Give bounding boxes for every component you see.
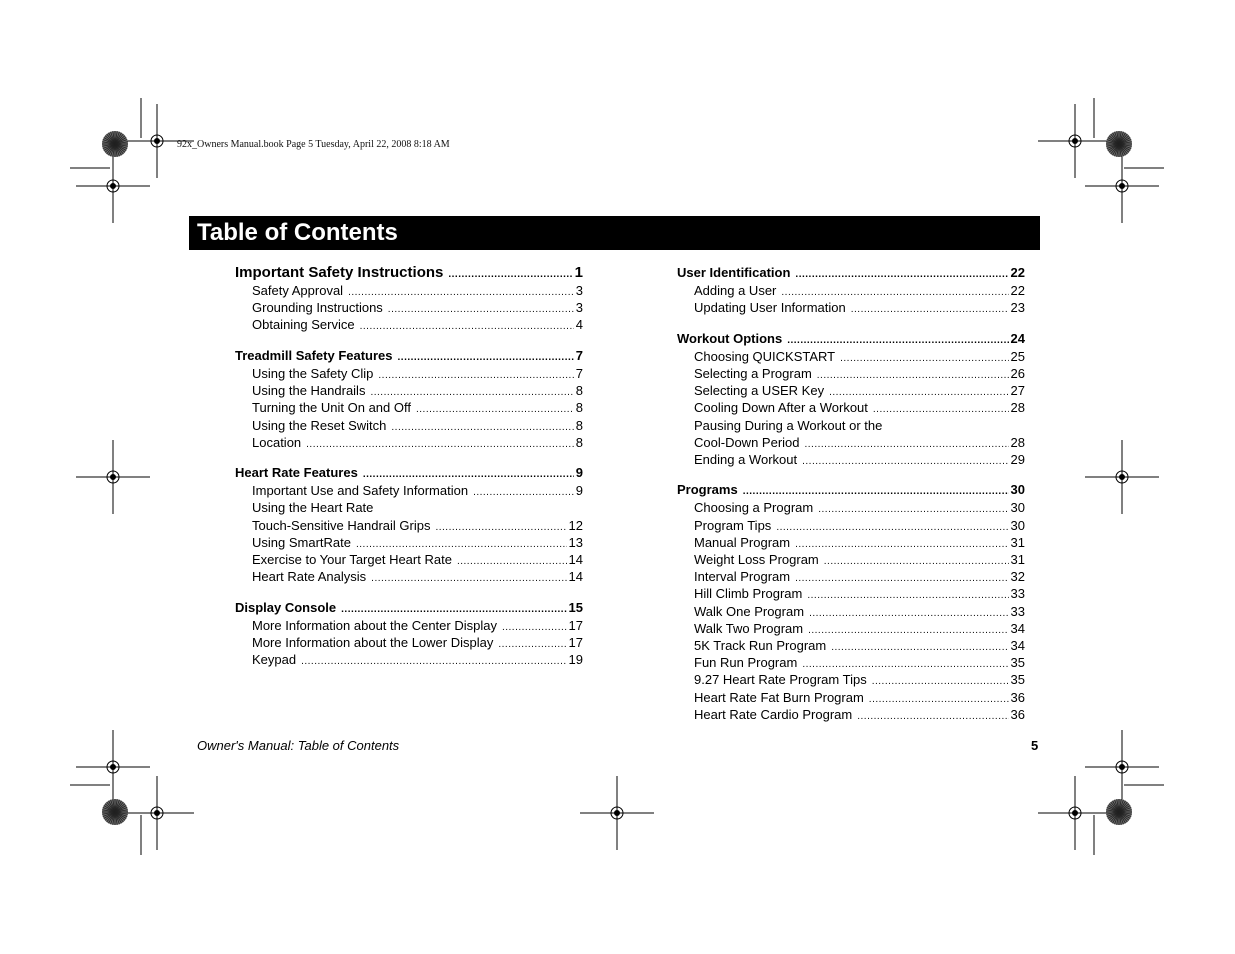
toc-entry[interactable]: Walk Two Program ..... 34 xyxy=(677,620,1025,637)
toc-entry[interactable]: Turning the Unit On and Off ..... 8 xyxy=(235,399,583,416)
registration-mark xyxy=(120,776,194,850)
toc-entry[interactable]: Interval Program ..... 32 xyxy=(677,568,1025,585)
toc-entry[interactable]: Selecting a Program ..... 26 xyxy=(677,365,1025,382)
starburst-mark xyxy=(1106,131,1132,157)
toc-entry[interactable]: Hill Climb Program ..... 33 xyxy=(677,585,1025,602)
toc-section xyxy=(235,346,583,451)
toc-heading[interactable]: Treadmill Safety Features ..... 7 xyxy=(235,346,583,365)
toc-entry[interactable]: Exercise to Your Target Heart Rate ..... 14 xyxy=(235,551,583,568)
toc-entry[interactable]: Using the Safety Clip ..... 7 xyxy=(235,365,583,382)
toc-entry[interactable]: Selecting a USER Key ..... 27 xyxy=(677,382,1025,399)
registration-mark xyxy=(1085,730,1159,804)
toc-heading[interactable]: Programs ..... 30 xyxy=(677,480,1025,499)
page-number: 5 xyxy=(1031,738,1039,753)
toc-entry[interactable]: Location ..... 8 xyxy=(235,434,583,451)
registration-mark xyxy=(1085,440,1159,514)
toc-entry[interactable]: Using the Handrails ..... 8 xyxy=(235,382,583,399)
title-bar xyxy=(189,216,1040,250)
toc-entry[interactable]: Ending a Workout ..... 29 xyxy=(677,451,1025,468)
toc-entry[interactable]: Cool-Down Period ..... 28 xyxy=(677,434,1025,451)
toc-entry[interactable]: Touch-Sensitive Handrail Grips ..... 12 xyxy=(235,517,583,534)
toc-section xyxy=(235,598,583,669)
toc-section xyxy=(677,263,1025,316)
toc-section xyxy=(235,263,583,334)
toc-entry[interactable]: Using the Heart Rate xyxy=(252,500,374,516)
toc-entry[interactable]: More Information about the Center Display ..... 17 xyxy=(235,617,583,634)
toc-entry[interactable]: Adding a User ..... 22 xyxy=(677,282,1025,299)
toc-entry[interactable]: Using SmartRate ..... 13 xyxy=(235,534,583,551)
registration-mark xyxy=(76,730,150,804)
toc-entry[interactable]: Important Use and Safety Information ..... 9 xyxy=(235,482,583,499)
toc-left-column xyxy=(235,263,583,681)
starburst-mark xyxy=(102,799,128,825)
registration-mark xyxy=(580,776,654,850)
registration-mark xyxy=(76,149,150,223)
toc-entry[interactable]: Program Tips ..... 30 xyxy=(677,517,1025,534)
toc-entry[interactable]: Heart Rate Fat Burn Program ..... 36 xyxy=(677,689,1025,706)
toc-section xyxy=(235,463,583,585)
toc-entry[interactable]: 5K Track Run Program ..... 34 xyxy=(677,637,1025,654)
toc-heading[interactable]: Workout Options ..... 24 xyxy=(677,329,1025,348)
toc-entry[interactable]: Using the Reset Switch ..... 8 xyxy=(235,417,583,434)
toc-entry[interactable]: Keypad ..... 19 xyxy=(235,651,583,668)
toc-entry[interactable]: Walk One Program ..... 33 xyxy=(677,603,1025,620)
toc-entry[interactable]: Heart Rate Cardio Program ..... 36 xyxy=(677,706,1025,723)
toc-entry[interactable]: Updating User Information ..... 23 xyxy=(677,299,1025,316)
file-slug: 92x_Owners Manual.book Page 5 Tuesday, April 22, 2008 8:18 AM xyxy=(177,139,450,150)
toc-right-column xyxy=(677,263,1025,735)
toc-entry[interactable]: Fun Run Program ..... 35 xyxy=(677,654,1025,671)
toc-entry[interactable]: Choosing a Program ..... 30 xyxy=(677,499,1025,516)
toc-section xyxy=(677,329,1025,468)
toc-entry[interactable]: More Information about the Lower Display ..... 17 xyxy=(235,634,583,651)
footer-title: Owner's Manual: Table of Contents xyxy=(197,738,400,753)
toc-entry[interactable]: Grounding Instructions ..... 3 xyxy=(235,299,583,316)
toc-heading[interactable]: User Identification ..... 22 xyxy=(677,263,1025,282)
toc-entry[interactable]: Cooling Down After a Workout ..... 28 xyxy=(677,399,1025,416)
toc-entry[interactable]: Choosing QUICKSTART ..... 25 xyxy=(677,348,1025,365)
registration-mark xyxy=(1038,104,1112,178)
toc-section xyxy=(677,480,1025,722)
toc-entry[interactable]: Pausing During a Workout or the xyxy=(694,417,883,433)
toc-entry[interactable]: Heart Rate Analysis ..... 14 xyxy=(235,568,583,585)
toc-entry[interactable]: 9.27 Heart Rate Program Tips ..... 35 xyxy=(677,671,1025,688)
starburst-mark xyxy=(102,131,128,157)
registration-mark xyxy=(1038,776,1112,850)
toc-heading[interactable]: Heart Rate Features ..... 9 xyxy=(235,463,583,482)
toc-entry[interactable]: Obtaining Service ..... 4 xyxy=(235,316,583,333)
page-title: Table of Contents xyxy=(197,219,398,246)
toc-entry[interactable]: Safety Approval ..... 3 xyxy=(235,282,583,299)
toc-entry[interactable]: Manual Program ..... 31 xyxy=(677,534,1025,551)
toc-heading[interactable]: Important Safety Instructions ..... 1 xyxy=(235,263,583,282)
registration-mark xyxy=(1085,149,1159,223)
starburst-mark xyxy=(1106,799,1132,825)
toc-entry[interactable]: Weight Loss Program ..... 31 xyxy=(677,551,1025,568)
registration-mark xyxy=(76,440,150,514)
toc-heading[interactable]: Display Console ..... 15 xyxy=(235,598,583,617)
